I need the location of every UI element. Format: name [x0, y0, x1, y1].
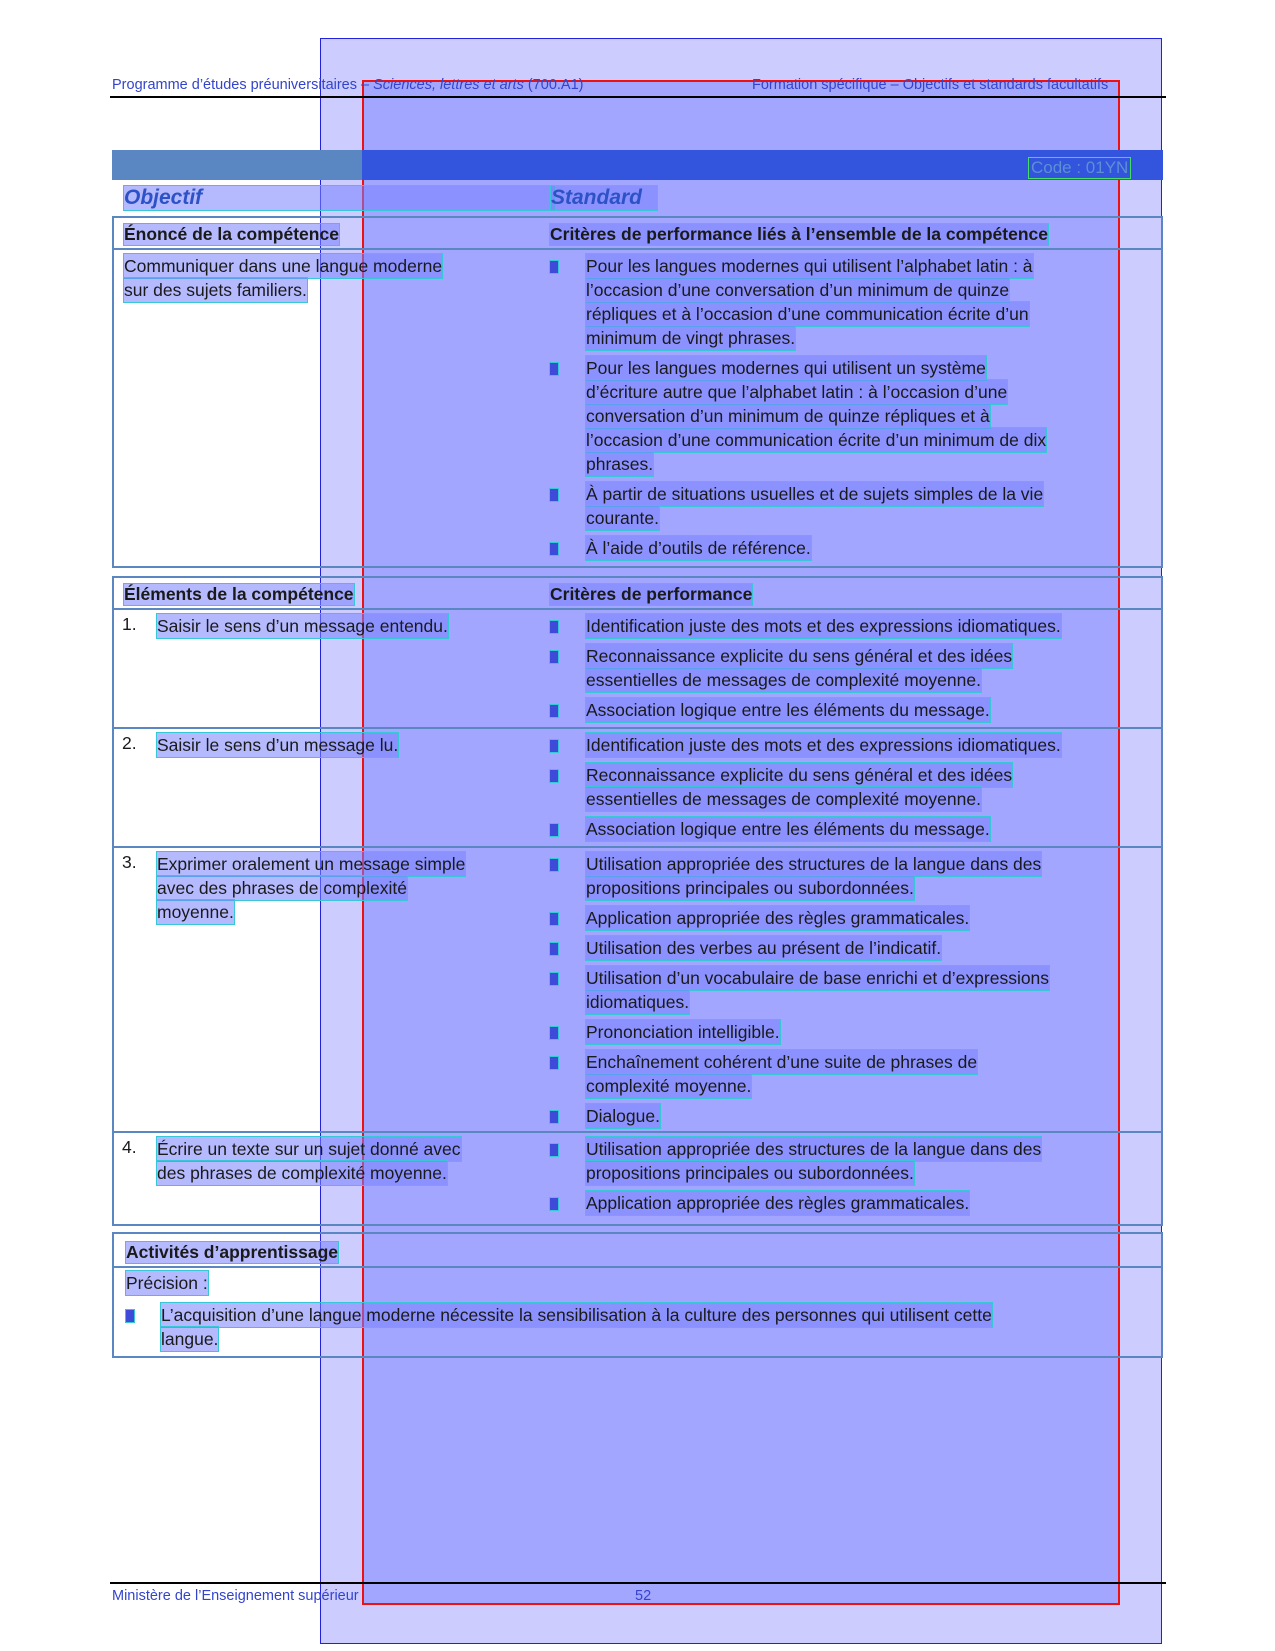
criterion-text: Utilisation d’un vocabulaire de base enrichi et d’expressions	[586, 968, 1050, 988]
criterion-text: propositions principales ou subordonnées.	[586, 1163, 914, 1183]
criterion-text: idiomatiques.	[586, 992, 690, 1012]
activite-text: L’acquisition d’une langue moderne nécessite la sensibilisation à la culture des personnes qui utilisent cette	[161, 1305, 992, 1325]
element-number: 1.	[122, 614, 137, 634]
element-text: moyenne.	[157, 902, 234, 922]
criterion-text: Identification juste des mots et des expressions idiomatiques.	[586, 735, 1061, 755]
element-number: 4.	[122, 1137, 137, 1157]
criterion-text: Reconnaissance explicite du sens général et des idées	[586, 765, 1013, 785]
criterion-bullet-icon	[550, 1144, 558, 1156]
criterion-text: Identification juste des mots et des expressions idiomatiques.	[586, 616, 1061, 636]
criterion-bullet-icon	[550, 824, 558, 836]
criterion-text: essentielles de messages de complexité moyenne.	[586, 789, 981, 809]
criterion-text: Prononciation intelligible.	[586, 1022, 780, 1042]
criterion-text: Utilisation appropriée des structures de la langue dans des	[586, 854, 1042, 874]
criterion-text: conversation d’un minimum de quinze répliques et à	[586, 406, 990, 426]
criterion-text: Dialogue.	[586, 1106, 660, 1126]
criterion-bullet-icon	[550, 705, 558, 717]
standard-label: Standard	[551, 186, 657, 210]
criterion-text: complexité moyenne.	[586, 1076, 752, 1096]
enonce-criteria-heading: Critères de performance liés à l’ensemble de la compétence	[550, 224, 1048, 244]
objectif-label: Objectif	[124, 186, 554, 210]
criterion-bullet-icon	[550, 1057, 558, 1069]
enonce-header-rule	[112, 248, 1163, 250]
header-program-italic: Sciences, lettres et arts	[373, 77, 524, 93]
criterion-text: phrases.	[586, 454, 654, 474]
criterion-bullet-icon	[550, 1198, 558, 1210]
footer-ministry: Ministère de l’Enseignement supérieur	[112, 1588, 359, 1604]
criterion-text: Utilisation des verbes au présent de l’indicatif.	[586, 938, 942, 958]
competency-code: Code : 01YN	[1028, 157, 1131, 179]
criterion-bullet-icon	[550, 621, 558, 633]
criterion-text: l’occasion d’une conversation d’un minimum de quinze	[586, 280, 1010, 300]
activite-bullet-icon	[126, 1310, 134, 1322]
element-text: des phrases de complexité moyenne.	[157, 1163, 447, 1183]
criterion-text: À l’aide d’outils de référence.	[586, 538, 811, 558]
element-divider-2	[112, 846, 1163, 848]
activites-header-rule	[112, 1266, 1163, 1268]
criterion-text: l’occasion d’une communication écrite d’un minimum de dix	[586, 430, 1047, 450]
criterion-text: essentielles de messages de complexité moyenne.	[586, 670, 981, 690]
criterion-text: Application appropriée des règles grammaticales.	[586, 908, 970, 928]
criterion-text: minimum de vingt phrases.	[586, 328, 796, 348]
running-header-right: Formation spécifique – Objectifs et standards facultatifs	[752, 77, 1109, 93]
criterion-text: Enchaînement cohérent d’une suite de phrases de	[586, 1052, 978, 1072]
element-divider-3	[112, 1131, 1163, 1133]
criterion-bullet-icon	[550, 770, 558, 782]
running-header-left	[112, 77, 583, 93]
elements-header-rule	[112, 608, 1163, 610]
element-text: Exprimer oralement un message simple	[157, 854, 466, 874]
criterion-text: répliques et à l’occasion d’une communication écrite d’un	[586, 304, 1029, 324]
element-number: 3.	[122, 852, 137, 872]
criterion-text: Pour les langues modernes qui utilisent un système	[586, 358, 986, 378]
header-rule	[110, 96, 1166, 98]
competency-statement-line: sur des sujets familiers.	[124, 280, 307, 300]
criterion-text: Utilisation appropriée des structures de la langue dans des	[586, 1139, 1042, 1159]
element-text: Saisir le sens d’un message lu.	[157, 735, 399, 755]
activite-text: langue.	[161, 1329, 219, 1349]
criterion-bullet-icon	[550, 363, 558, 375]
criterion-bullet-icon	[550, 489, 558, 501]
precision-label: Précision :	[126, 1273, 208, 1293]
criterion-bullet-icon	[550, 943, 558, 955]
criterion-bullet-icon	[550, 543, 558, 555]
competency-statement-line: Communiquer dans une langue moderne	[124, 256, 443, 276]
element-text: avec des phrases de complexité	[157, 878, 407, 898]
header-program: Programme d’études préuniversitaires –	[112, 77, 374, 93]
criterion-text: Application appropriée des règles grammaticales.	[586, 1193, 970, 1213]
criterion-bullet-icon	[550, 651, 558, 663]
element-text: Écrire un texte sur un sujet donné avec	[157, 1139, 461, 1159]
criterion-text: À partir de situations usuelles et de sujets simples de la vie	[586, 484, 1044, 504]
activites-heading: Activités d’apprentissage	[126, 1242, 339, 1262]
criterion-text: courante.	[586, 508, 659, 528]
criterion-text: d’écriture autre que l’alphabet latin : à l’occasion d’une	[586, 382, 1008, 402]
footer-page-number: 52	[635, 1588, 652, 1604]
criterion-text: propositions principales ou subordonnées.	[586, 878, 914, 898]
criterion-bullet-icon	[550, 261, 558, 273]
criterion-bullet-icon	[550, 913, 558, 925]
element-text: Saisir le sens d’un message entendu.	[157, 616, 448, 636]
criterion-text: Association logique entre les éléments du message.	[586, 700, 990, 720]
criterion-bullet-icon	[550, 740, 558, 752]
element-divider-1	[112, 727, 1163, 729]
elements-criteria-heading: Critères de performance	[550, 584, 753, 604]
element-number: 2.	[122, 733, 137, 753]
elements-heading: Éléments de la compétence	[124, 584, 354, 604]
enonce-heading: Énoncé de la compétence	[124, 224, 339, 244]
criterion-text: Association logique entre les éléments du message.	[586, 819, 990, 839]
criterion-bullet-icon	[550, 1027, 558, 1039]
header-program-code: (700.A1)	[523, 77, 584, 93]
criterion-bullet-icon	[550, 859, 558, 871]
criterion-text: Reconnaissance explicite du sens général et des idées	[586, 646, 1013, 666]
criterion-text: Pour les langues modernes qui utilisent l’alphabet latin : à	[586, 256, 1033, 276]
criterion-bullet-icon	[550, 973, 558, 985]
criterion-bullet-icon	[550, 1111, 558, 1123]
footer-rule	[110, 1582, 1166, 1584]
